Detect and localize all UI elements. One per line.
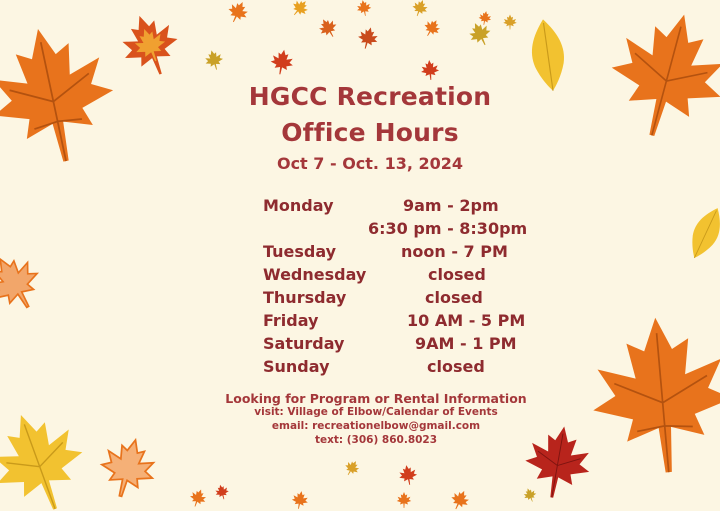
day-label: Sunday — [263, 357, 330, 376]
day-label: Thursday — [263, 288, 347, 307]
schedule-row — [0, 334, 720, 356]
page-subtitle: Office Hours — [281, 118, 459, 147]
maple-leaf-icon — [315, 15, 341, 41]
maple-leaf-icon — [187, 487, 208, 509]
maple-leaf-icon — [113, 6, 187, 83]
day-label: Wednesday — [263, 265, 367, 284]
maple-leaf-icon — [269, 48, 295, 77]
schedule-row — [0, 219, 720, 241]
schedule-row — [0, 242, 720, 264]
maple-leaf-icon — [356, 25, 381, 51]
hours-value: closed — [427, 357, 485, 376]
day-label: Tuesday — [263, 242, 337, 261]
maple-leaf-icon — [397, 492, 411, 508]
maple-leaf-icon — [478, 10, 493, 26]
maple-leaf-icon — [420, 16, 443, 40]
hours-value: 9am - 2pm — [403, 196, 499, 215]
maple-leaf-icon — [503, 15, 517, 30]
info-heading: Looking for Program or Rental Information — [225, 391, 527, 406]
phone-text: text: (306) 860.8023 — [314, 434, 438, 446]
maple-leaf-icon — [342, 457, 362, 478]
maple-leaf-icon — [448, 487, 473, 511]
page-title: HGCC Recreation — [248, 82, 492, 111]
maple-leaf-icon — [397, 464, 418, 487]
day-label: Monday — [263, 196, 334, 215]
hours-value: closed — [428, 265, 486, 284]
email-text: email: recreationelbow@gmail.com — [271, 420, 481, 432]
maple-leaf-icon — [224, 0, 251, 26]
hours-value: closed — [425, 288, 483, 307]
maple-leaf-icon — [465, 19, 495, 50]
maple-leaf-icon — [214, 483, 231, 501]
day-label: Saturday — [263, 334, 345, 353]
maple-leaf-icon — [356, 0, 373, 17]
hours-value: 6:30 pm - 8:30pm — [368, 219, 528, 238]
maple-leaf-icon — [420, 59, 440, 80]
day-label: Friday — [263, 311, 319, 330]
schedule-row — [0, 357, 720, 379]
schedule-row — [0, 288, 720, 310]
schedule-row — [0, 265, 720, 287]
maple-leaf-icon — [288, 0, 312, 20]
maple-leaf-icon — [290, 490, 309, 511]
schedule-row — [0, 311, 720, 333]
hours-value: 9AM - 1 PM — [415, 334, 517, 353]
hours-value: noon - 7 PM — [401, 242, 508, 261]
maple-leaf-icon — [410, 0, 430, 19]
schedule-row — [0, 196, 720, 218]
maple-leaf-icon — [522, 486, 539, 503]
hours-value: 10 AM - 5 PM — [407, 311, 526, 330]
maple-leaf-icon — [203, 48, 226, 72]
visit-text: visit: Village of Elbow/Calendar of Events — [254, 406, 498, 418]
date-range: Oct 7 - Oct. 13, 2024 — [276, 154, 464, 173]
